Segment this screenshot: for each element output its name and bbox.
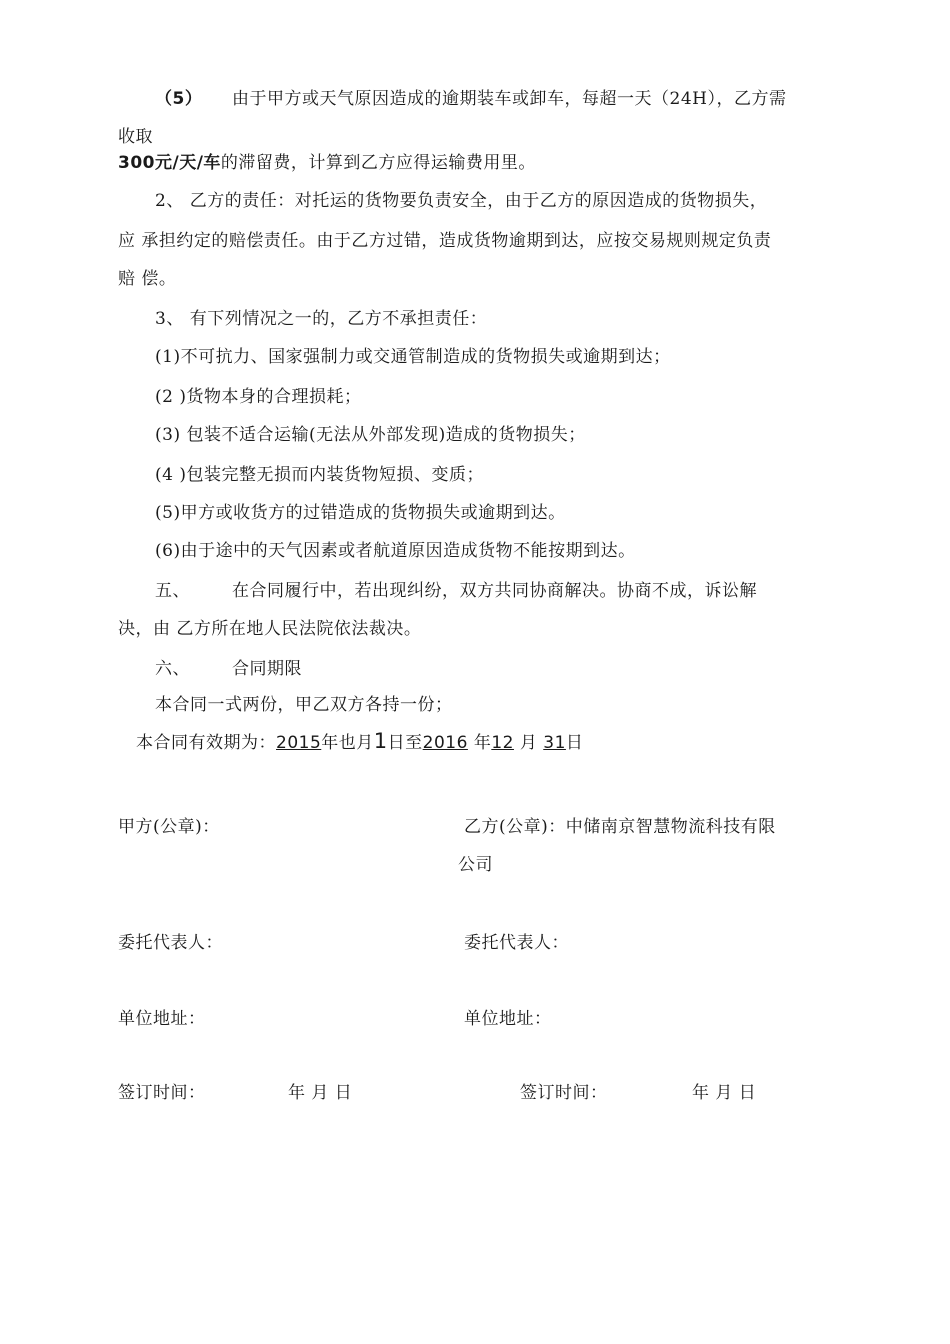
validity-month-char: 月 [519, 733, 538, 753]
validity-end-month: 12 [491, 733, 514, 753]
validity-end-day: 31 [543, 733, 566, 753]
section-6-title: 合同期限 [232, 659, 302, 679]
section-3-item: (1)不可抗力、国家强制力或交通管制造成的货物损失或逾期到达； [155, 347, 671, 367]
section-3-title: 3、 有下列情况之一的，乙方不承担责任： [155, 309, 488, 329]
party-a-seal-label: 甲方(公章)： [118, 817, 220, 837]
validity-start-mid: 年也月 [321, 733, 374, 753]
section-5-number: 五、 [155, 581, 190, 601]
section-2-line-3: 赔 偿。 [118, 269, 177, 289]
section-2-line-1: 2、 乙方的责任：对托运的货物要负责安全，由于乙方的原因造成的货物损失， [155, 191, 768, 211]
party-a-address-label: 单位地址： [118, 1009, 206, 1029]
validity-start-suffix: 日至 [387, 733, 423, 753]
clause-5-text: 由于甲方或天气原因造成的逾期装车或卸车，每超一天（24H），乙方需 [232, 89, 787, 109]
validity-day-char: 日 [565, 733, 584, 753]
detention-fee-rate: 300元/天/车 [118, 153, 221, 173]
section-6-number: 六、 [155, 659, 190, 679]
detention-fee-text: 的滞留费，计算到乙方应得运输费用里。 [220, 153, 536, 173]
party-a-representative-label: 委托代表人： [118, 933, 223, 953]
validity-start-day: 1 [373, 729, 388, 753]
contract-copies-line: 本合同一式两份，甲乙双方各持一份； [155, 695, 453, 715]
party-b-seal-label: 乙方(公章)：中储南京智慧物流科技有限 [464, 817, 776, 837]
party-a-signing-date-value: 年 月 日 [288, 1083, 353, 1103]
section-3-item: (3) 包装不适合运输(无法从外部发现)造成的货物损失； [155, 425, 586, 445]
clause-5-number: （5） [155, 89, 203, 109]
validity-prefix: 本合同有效期为： [136, 733, 276, 753]
validity-start-year: 2015 [276, 733, 322, 753]
section-3-item: (2 )货物本身的合理损耗； [155, 387, 362, 407]
validity-end-year: 2016 [422, 733, 468, 753]
contract-validity-line [136, 730, 583, 754]
section-5-line-1: 在合同履行中，若出现纠纷，双方共同协商解决。协商不成，诉讼解 [232, 581, 757, 601]
clause-5-fee-line [118, 152, 536, 174]
validity-year-char: 年 [473, 733, 492, 753]
clause-5-continuation: 收取 [118, 127, 153, 147]
section-3-item: (4 )包装完整无损而内装货物短损、变质； [155, 465, 484, 485]
party-b-signing-date-label: 签订时间： [520, 1083, 608, 1103]
section-2-line-2: 应 承担约定的赔偿责任。由于乙方过错，造成货物逾期到达，应按交易规则规定负责 [118, 231, 772, 251]
section-3-item: (5)甲方或收货方的过错造成的货物损失或逾期到达。 [155, 503, 566, 523]
section-3-item: (6)由于途中的天气因素或者航道原因造成货物不能按期到达。 [155, 541, 636, 561]
party-b-seal-continuation: 公司 [458, 855, 493, 875]
party-b-representative-label: 委托代表人： [464, 933, 569, 953]
party-a-signing-date-label: 签订时间： [118, 1083, 206, 1103]
party-b-address-label: 单位地址： [464, 1009, 552, 1029]
section-5-line-2: 决，由 乙方所在地人民法院依法裁决。 [118, 619, 422, 639]
party-b-signing-date-value: 年 月 日 [692, 1083, 757, 1103]
